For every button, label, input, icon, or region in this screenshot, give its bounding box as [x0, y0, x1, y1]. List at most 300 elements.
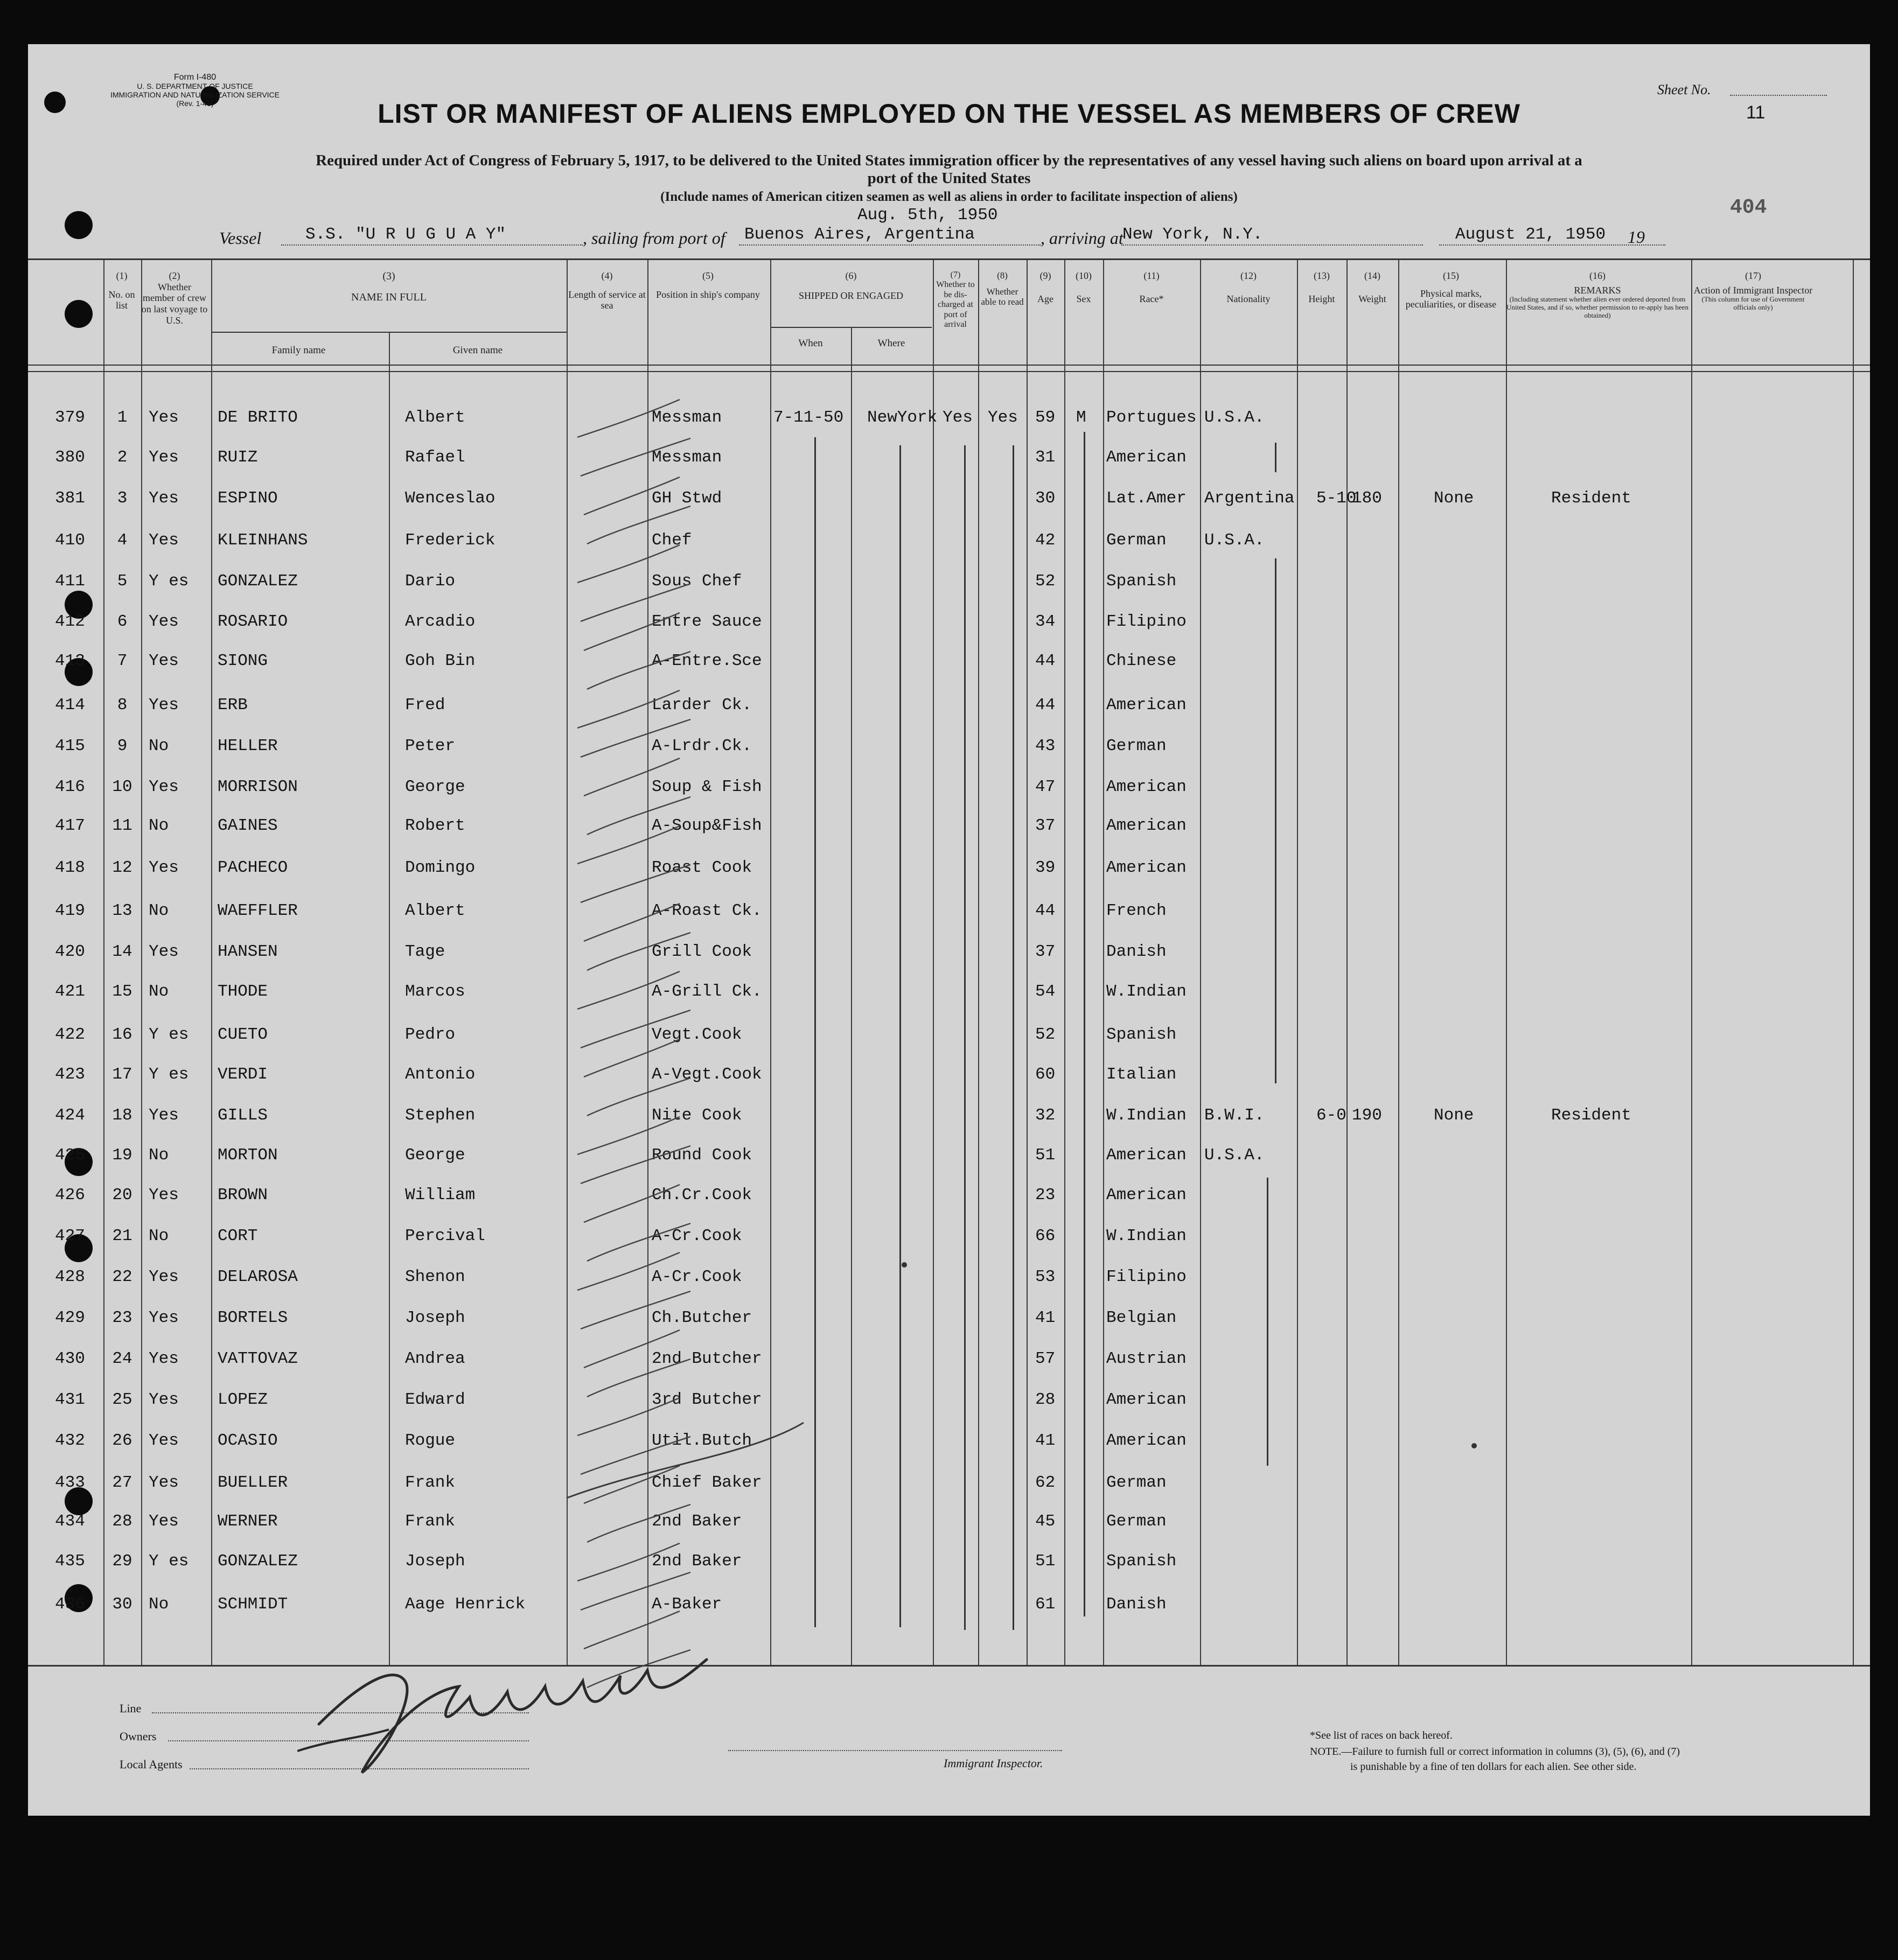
pencil-stroke — [587, 506, 690, 544]
sailing-label: , sailing from port of — [583, 228, 725, 248]
row-number-cell: 30 — [112, 1595, 132, 1614]
shipped-where-cell: NewYork — [867, 408, 938, 427]
vessel-line — [281, 244, 583, 246]
family-name-cell: RUIZ — [218, 448, 258, 467]
row-number-cell: 13 — [112, 901, 132, 920]
age-cell: 59 — [1035, 408, 1056, 427]
given-name-cell: Frank — [405, 1512, 456, 1531]
prior-voyage-cell: No — [149, 737, 169, 755]
race-cell: Belgian — [1106, 1308, 1177, 1327]
vessel-label: Vessel — [219, 228, 262, 248]
family-name-cell: DE BRITO — [218, 408, 298, 427]
given-name-cell: Tage — [405, 942, 445, 961]
pencil-stroke — [577, 971, 680, 1009]
age-cell: 47 — [1035, 778, 1056, 796]
race-cell: Danish — [1106, 1595, 1167, 1614]
row-number-cell: 9 — [117, 737, 128, 755]
prior-voyage-cell: Y es — [149, 1065, 189, 1084]
row-number-cell: 5 — [117, 572, 128, 591]
height-cell: 5-10 — [1316, 489, 1357, 508]
row-number-cell: 7 — [117, 652, 128, 670]
margin-entry-number-cell: 423 — [55, 1065, 85, 1084]
ditto-mark-nationality-3 — [1267, 1178, 1268, 1466]
vessel-name: S.S. "U R U G U A Y" — [305, 225, 506, 244]
position-cell: Round Cook — [652, 1146, 752, 1165]
table-row — [28, 737, 1870, 758]
row-number-cell: 4 — [117, 531, 128, 550]
ditto-mark-sex — [1084, 432, 1085, 1616]
row-number-cell: 20 — [112, 1186, 132, 1205]
fine-note-line1: NOTE.—Failure to furnish full or correct information in columns (3), (5), (6), and (7) — [1310, 1746, 1680, 1758]
position-cell: A-Baker — [652, 1595, 722, 1614]
nationality-cell: U.S.A. — [1204, 408, 1265, 427]
handwritten-signature — [297, 1616, 728, 1789]
col-6-where-header: Where — [877, 338, 905, 349]
table-row — [28, 1227, 1870, 1248]
agents-label: Local Agents — [120, 1758, 183, 1771]
age-cell: 32 — [1035, 1106, 1056, 1125]
position-cell: A-Cr.Cook — [652, 1227, 742, 1245]
prior-voyage-cell: Yes — [149, 1308, 179, 1327]
given-name-cell: Albert — [405, 901, 465, 920]
prior-voyage-cell: Yes — [149, 1349, 179, 1368]
margin-entry-number-cell: 417 — [55, 816, 85, 835]
position-cell: 2nd Baker — [652, 1552, 742, 1571]
table-row — [28, 448, 1870, 470]
age-cell: 39 — [1035, 858, 1056, 877]
pencil-stroke — [577, 545, 680, 583]
nationality-cell: U.S.A. — [1204, 531, 1265, 550]
nationality-cell: Argentina — [1204, 489, 1295, 508]
ditto-mark-read — [1013, 445, 1014, 1630]
owners-label: Owners — [120, 1730, 157, 1743]
pencil-stroke — [584, 758, 680, 796]
given-name-cell: Joseph — [405, 1308, 465, 1327]
given-name-cell: Goh Bin — [405, 652, 476, 670]
margin-entry-number-cell: 422 — [55, 1025, 85, 1044]
margin-entry-number-cell: 380 — [55, 448, 85, 467]
col-1-header: (1) No. on list — [108, 270, 135, 311]
family-name-cell: WAEFFLER — [218, 901, 298, 920]
margin-entry-number-cell: 425 — [55, 1146, 85, 1165]
position-cell: A-Roast Ck. — [652, 901, 762, 920]
pencil-stroke — [577, 1117, 680, 1154]
race-cell: Chinese — [1106, 652, 1177, 670]
prior-voyage-cell: Yes — [149, 858, 179, 877]
age-cell: 31 — [1035, 448, 1056, 467]
prior-voyage-cell: Yes — [149, 1431, 179, 1450]
position-cell: A-Entre.Sce — [652, 652, 762, 670]
family-name-cell: HANSEN — [218, 942, 278, 961]
pencil-stroke — [584, 904, 680, 941]
position-cell: A-Vegt.Cook — [652, 1065, 762, 1084]
row-number-cell: 6 — [117, 612, 128, 631]
given-name-cell: Peter — [405, 737, 456, 755]
pencil-dot — [902, 1262, 907, 1268]
nationality-cell: U.S.A. — [1204, 1146, 1265, 1165]
shipped-when-cell: 7-11-50 — [773, 408, 844, 427]
age-cell: 51 — [1035, 1552, 1056, 1571]
pencil-stroke — [577, 690, 680, 728]
position-cell: Ch.Butcher — [652, 1308, 752, 1327]
pencil-stroke — [584, 613, 680, 650]
position-cell: Messman — [652, 408, 722, 427]
row-number-cell: 16 — [112, 1025, 132, 1044]
age-cell: 53 — [1035, 1268, 1056, 1286]
pencil-stroke — [577, 1543, 680, 1581]
pencil-stroke — [587, 652, 690, 689]
sheet-number: 11 — [1746, 102, 1766, 123]
prior-voyage-cell: No — [149, 1227, 169, 1245]
position-cell: Util.Butch — [652, 1431, 752, 1450]
col-4-header: (4) Length of service at sea — [568, 270, 646, 311]
pencil-stroke — [581, 865, 690, 902]
position-cell: Larder Ck. — [652, 696, 752, 715]
races-note: *See list of races on back hereof. — [1310, 1730, 1453, 1741]
col-2-header: (2) Whether member of crew on last voyage to U.S. — [141, 270, 208, 326]
col-15-header: (15) Physical marks, peculiarities, or disease — [1405, 270, 1497, 310]
row-number-cell: 1 — [117, 408, 128, 427]
prior-voyage-cell: Yes — [149, 489, 179, 508]
margin-entry-number-cell: 436 — [55, 1595, 85, 1614]
race-cell: Italian — [1106, 1065, 1177, 1084]
table-row — [28, 1268, 1870, 1289]
prior-voyage-cell: No — [149, 901, 169, 920]
position-cell: Chef — [652, 531, 692, 550]
family-name-cell: CORT — [218, 1227, 258, 1245]
stamp-number: 404 — [1730, 196, 1767, 219]
pencil-stroke — [587, 1078, 690, 1116]
prior-voyage-cell: Yes — [149, 1390, 179, 1409]
sheet-number-line — [1730, 95, 1827, 96]
position-cell: A-Cr.Cook — [652, 1268, 742, 1286]
family-name-cell: CUETO — [218, 1025, 268, 1044]
row-number-cell: 27 — [112, 1473, 132, 1492]
header-bottom-border-2 — [28, 371, 1870, 372]
age-cell: 37 — [1035, 816, 1056, 835]
sailing-line — [739, 244, 1041, 246]
position-cell: Roast Cook — [652, 858, 752, 877]
sailing-port: Buenos Aires, Argentina — [744, 225, 975, 244]
family-name-cell: VERDI — [218, 1065, 268, 1084]
table-row — [28, 612, 1870, 634]
given-name-cell: George — [405, 1146, 465, 1165]
sex-cell: M — [1076, 408, 1086, 427]
age-cell: 23 — [1035, 1186, 1056, 1205]
age-cell: 44 — [1035, 901, 1056, 920]
margin-entry-number-cell: 426 — [55, 1186, 85, 1205]
col-12-header: (12) Nationality — [1226, 270, 1271, 304]
race-cell: American — [1106, 858, 1187, 877]
margin-entry-number-cell: 415 — [55, 737, 85, 755]
margin-entry-number-cell: 414 — [55, 696, 85, 715]
table-row — [28, 1512, 1870, 1534]
race-cell: Filipino — [1106, 612, 1187, 631]
pencil-stroke — [587, 1504, 690, 1542]
position-cell: Ch.Cr.Cook — [652, 1186, 752, 1205]
given-name-cell: Arcadio — [405, 612, 476, 631]
row-number-cell: 8 — [117, 696, 128, 715]
row-number-cell: 26 — [112, 1431, 132, 1450]
family-name-cell: PACHECO — [218, 858, 288, 877]
given-name-cell: Joseph — [405, 1552, 465, 1571]
age-cell: 45 — [1035, 1512, 1056, 1531]
race-cell: American — [1106, 696, 1187, 715]
given-name-cell: Rogue — [405, 1431, 456, 1450]
length-of-service-strokes — [545, 389, 804, 1692]
age-cell: 44 — [1035, 696, 1056, 715]
pencil-stroke — [577, 1398, 680, 1436]
row-number-cell: 24 — [112, 1349, 132, 1368]
family-name-cell: GONZALEZ — [218, 1552, 298, 1571]
race-cell: American — [1106, 1146, 1187, 1165]
prior-voyage-cell: Y es — [149, 1552, 189, 1571]
table-row — [28, 531, 1870, 552]
margin-entry-number-cell: 421 — [55, 982, 85, 1001]
age-cell: 37 — [1035, 942, 1056, 961]
table-row — [28, 489, 1870, 510]
age-cell: 61 — [1035, 1595, 1056, 1614]
age-cell: 66 — [1035, 1227, 1056, 1245]
age-cell: 44 — [1035, 652, 1056, 670]
position-cell: 2nd Baker — [652, 1512, 742, 1531]
race-cell: French — [1106, 901, 1167, 920]
race-cell: Spanish — [1106, 1025, 1177, 1044]
prior-voyage-cell: Yes — [149, 778, 179, 796]
prior-voyage-cell: Yes — [149, 408, 179, 427]
physical-marks-cell: None — [1434, 489, 1474, 508]
pencil-dot — [1471, 1443, 1477, 1448]
manifest-sheet — [28, 44, 1870, 1816]
sailing-date: Aug. 5th, 1950 — [857, 206, 998, 225]
pencil-stroke — [581, 1572, 690, 1610]
prior-voyage-cell: Yes — [149, 531, 179, 550]
given-name-cell: Andrea — [405, 1349, 465, 1368]
able-to-read-cell: Yes — [988, 408, 1018, 427]
family-name-cell: BROWN — [218, 1186, 268, 1205]
prior-voyage-cell: Y es — [149, 1025, 189, 1044]
given-name-cell: Albert — [405, 408, 465, 427]
family-name-cell: KLEINHANS — [218, 531, 308, 550]
margin-entry-number-cell: 434 — [55, 1512, 85, 1531]
year-suffix: 19 — [1628, 227, 1645, 247]
family-name-cell: OCASIO — [218, 1431, 278, 1450]
given-name-cell: Marcos — [405, 982, 465, 1001]
prior-voyage-cell: No — [149, 816, 169, 835]
given-name-cell: Frank — [405, 1473, 456, 1492]
physical-marks-cell: None — [1434, 1106, 1474, 1125]
position-cell: Entre Sauce — [652, 612, 762, 631]
margin-entry-number-cell: 418 — [55, 858, 85, 877]
manifest-title: LIST OR MANIFEST OF ALIENS EMPLOYED ON THE VESSEL AS MEMBERS OF CREW — [378, 99, 1520, 129]
given-name-cell: George — [405, 778, 465, 796]
table-row — [28, 982, 1870, 1004]
race-cell: German — [1106, 1473, 1167, 1492]
family-name-cell: BORTELS — [218, 1308, 288, 1327]
race-cell: W.Indian — [1106, 982, 1187, 1001]
col-7-header: (7) Whether to be dis-charged at port of arrival — [936, 270, 975, 329]
race-cell: Danish — [1106, 942, 1167, 961]
race-cell: American — [1106, 778, 1187, 796]
table-row — [28, 1431, 1870, 1453]
position-cell: A-Soup&Fish — [652, 816, 762, 835]
family-name-cell: THODE — [218, 982, 268, 1001]
position-cell: Soup & Fish — [652, 778, 762, 796]
remarks-cell: Resident — [1551, 1106, 1631, 1125]
margin-entry-number-cell: 413 — [55, 652, 85, 670]
given-name-cell: Wenceslao — [405, 489, 496, 508]
position-cell: A-Lrdr.Ck. — [652, 737, 752, 755]
punch-hole — [65, 300, 93, 328]
race-cell: American — [1106, 816, 1187, 835]
punch-hole — [65, 211, 93, 239]
family-name-cell: MORTON — [218, 1146, 278, 1165]
col-3-family-header: Family name — [271, 345, 326, 356]
table-row — [28, 408, 1870, 430]
given-name-cell: Stephen — [405, 1106, 476, 1125]
date-line — [1439, 244, 1665, 246]
margin-entry-number-cell: 432 — [55, 1431, 85, 1450]
age-cell: 41 — [1035, 1431, 1056, 1450]
inspector-field — [728, 1750, 1062, 1751]
margin-entry-number-cell: 416 — [55, 778, 85, 796]
prior-voyage-cell: Yes — [149, 652, 179, 670]
race-cell: W.Indian — [1106, 1227, 1187, 1245]
given-name-cell: Robert — [405, 816, 465, 835]
prior-voyage-cell: Yes — [149, 448, 179, 467]
margin-entry-number-cell: 431 — [55, 1390, 85, 1409]
height-cell: 6-0 — [1316, 1106, 1346, 1125]
table-row — [28, 816, 1870, 838]
race-cell: Filipino — [1106, 1268, 1187, 1286]
form-id: Form I-480 U. S. DEPARTMENT OF JUSTICE IMMIGRATION AND NATURALIZATION SERVICE (Rev. 1-45) — [110, 73, 280, 108]
row-number-cell: 3 — [117, 489, 128, 508]
col-11-header: (11) Race* — [1139, 270, 1164, 304]
table-row — [28, 1390, 1870, 1412]
table-row — [28, 1349, 1870, 1371]
col-3-given-header: Given name — [452, 345, 503, 356]
family-name-cell: BUELLER — [218, 1473, 288, 1492]
line-label: Line — [120, 1702, 142, 1715]
age-cell: 60 — [1035, 1065, 1056, 1084]
subtitle-line3: (Include names of American citizen seamen as well as aliens in order to facilitate inspection of aliens) — [660, 190, 1238, 204]
given-name-cell: Frederick — [405, 531, 496, 550]
ditto-mark-nationality-1 — [1275, 443, 1276, 472]
margin-entry-number-cell: 435 — [55, 1552, 85, 1571]
pencil-stroke — [584, 1185, 680, 1222]
remarks-cell: Resident — [1551, 489, 1631, 508]
arriving-line — [1121, 244, 1423, 246]
row-number-cell: 17 — [112, 1065, 132, 1084]
race-cell: Portugues — [1106, 408, 1197, 427]
ditto-mark-nationality-2 — [1275, 558, 1276, 1083]
position-cell: Messman — [652, 448, 722, 467]
margin-entry-number-cell: 410 — [55, 531, 85, 550]
prior-voyage-cell: Y es — [149, 572, 189, 591]
family-name-cell: LOPEZ — [218, 1390, 268, 1409]
race-cell: German — [1106, 737, 1167, 755]
age-cell: 62 — [1035, 1473, 1056, 1492]
position-cell: GH Stwd — [652, 489, 722, 508]
margin-entry-number-cell: 412 — [55, 612, 85, 631]
col-13-header: (13) Height — [1308, 270, 1335, 304]
margin-entry-number-cell: 430 — [55, 1349, 85, 1368]
table-row — [28, 778, 1870, 799]
pencil-stroke — [587, 933, 690, 970]
margin-entry-number-cell: 428 — [55, 1268, 85, 1286]
col-14-header: (14) Weight — [1358, 270, 1386, 304]
family-name-cell: GONZALEZ — [218, 572, 298, 591]
nationality-cell: B.W.I. — [1204, 1106, 1265, 1125]
prior-voyage-cell: Yes — [149, 612, 179, 631]
given-name-cell: Pedro — [405, 1025, 456, 1044]
family-name-cell: VATTOVAZ — [218, 1349, 298, 1368]
row-number-cell: 23 — [112, 1308, 132, 1327]
prior-voyage-cell: Yes — [149, 942, 179, 961]
age-cell: 41 — [1035, 1308, 1056, 1327]
table-row — [28, 572, 1870, 593]
row-number-cell: 21 — [112, 1227, 132, 1245]
inspector-label: Immigrant Inspector. — [944, 1756, 1043, 1770]
age-cell: 28 — [1035, 1390, 1056, 1409]
table-row — [28, 942, 1870, 964]
ditto-mark-when — [814, 437, 816, 1627]
age-cell: 57 — [1035, 1349, 1056, 1368]
prior-voyage-cell: No — [149, 982, 169, 1001]
col-17-header: (17) Action of Immigrant Inspector (This column for use of Government officials only) — [1693, 270, 1813, 312]
col-6-header: (6) SHIPPED OR ENGAGED — [798, 270, 903, 301]
subtitle-line2: port of the United States — [867, 170, 1031, 187]
position-cell: 3rd Butcher — [652, 1390, 762, 1409]
margin-entry-number-cell: 424 — [55, 1106, 85, 1125]
table-row — [28, 1025, 1870, 1047]
pencil-stroke — [587, 1223, 690, 1261]
sheet-label: Sheet No. — [1657, 82, 1711, 97]
table-top-border — [28, 258, 1870, 260]
table-row — [28, 1065, 1870, 1087]
given-name-cell: William — [405, 1186, 476, 1205]
table-row — [28, 901, 1870, 923]
arriving-port: New York, N.Y. — [1122, 225, 1263, 244]
race-cell: Lat.Amer — [1106, 489, 1187, 508]
race-cell: German — [1106, 531, 1167, 550]
race-cell: W.Indian — [1106, 1106, 1187, 1125]
col-8-header: (8) Whether able to read — [981, 270, 1024, 307]
table-row — [28, 1552, 1870, 1573]
family-name-cell: SCHMIDT — [218, 1595, 288, 1614]
pencil-stroke — [584, 1039, 680, 1077]
prior-voyage-cell: Yes — [149, 1268, 179, 1286]
given-name-cell: Aage Henrick — [405, 1595, 526, 1614]
table-row — [28, 1473, 1870, 1495]
family-name-cell: GAINES — [218, 816, 278, 835]
given-name-cell: Shenon — [405, 1268, 465, 1286]
race-cell: Austrian — [1106, 1349, 1187, 1368]
col-6-when-header: When — [798, 338, 823, 349]
prior-voyage-cell: No — [149, 1595, 169, 1614]
family-name-cell: WERNER — [218, 1512, 278, 1531]
age-cell: 34 — [1035, 612, 1056, 631]
margin-entry-number-cell: 427 — [55, 1227, 85, 1245]
family-name-cell: GILLS — [218, 1106, 268, 1125]
family-name-cell: SIONG — [218, 652, 268, 670]
table-row — [28, 1106, 1870, 1128]
subtitle-line1: Required under Act of Congress of February 5, 1917, to be delivered to the United States immigration officer by the representatives of any vessel having such aliens on board upon arrival at a — [316, 152, 1582, 169]
col-5-header: (5) Position in ship's company — [656, 270, 760, 300]
position-cell: Chief Baker — [652, 1473, 762, 1492]
prior-voyage-cell: Yes — [149, 1512, 179, 1531]
race-cell: American — [1106, 1186, 1187, 1205]
